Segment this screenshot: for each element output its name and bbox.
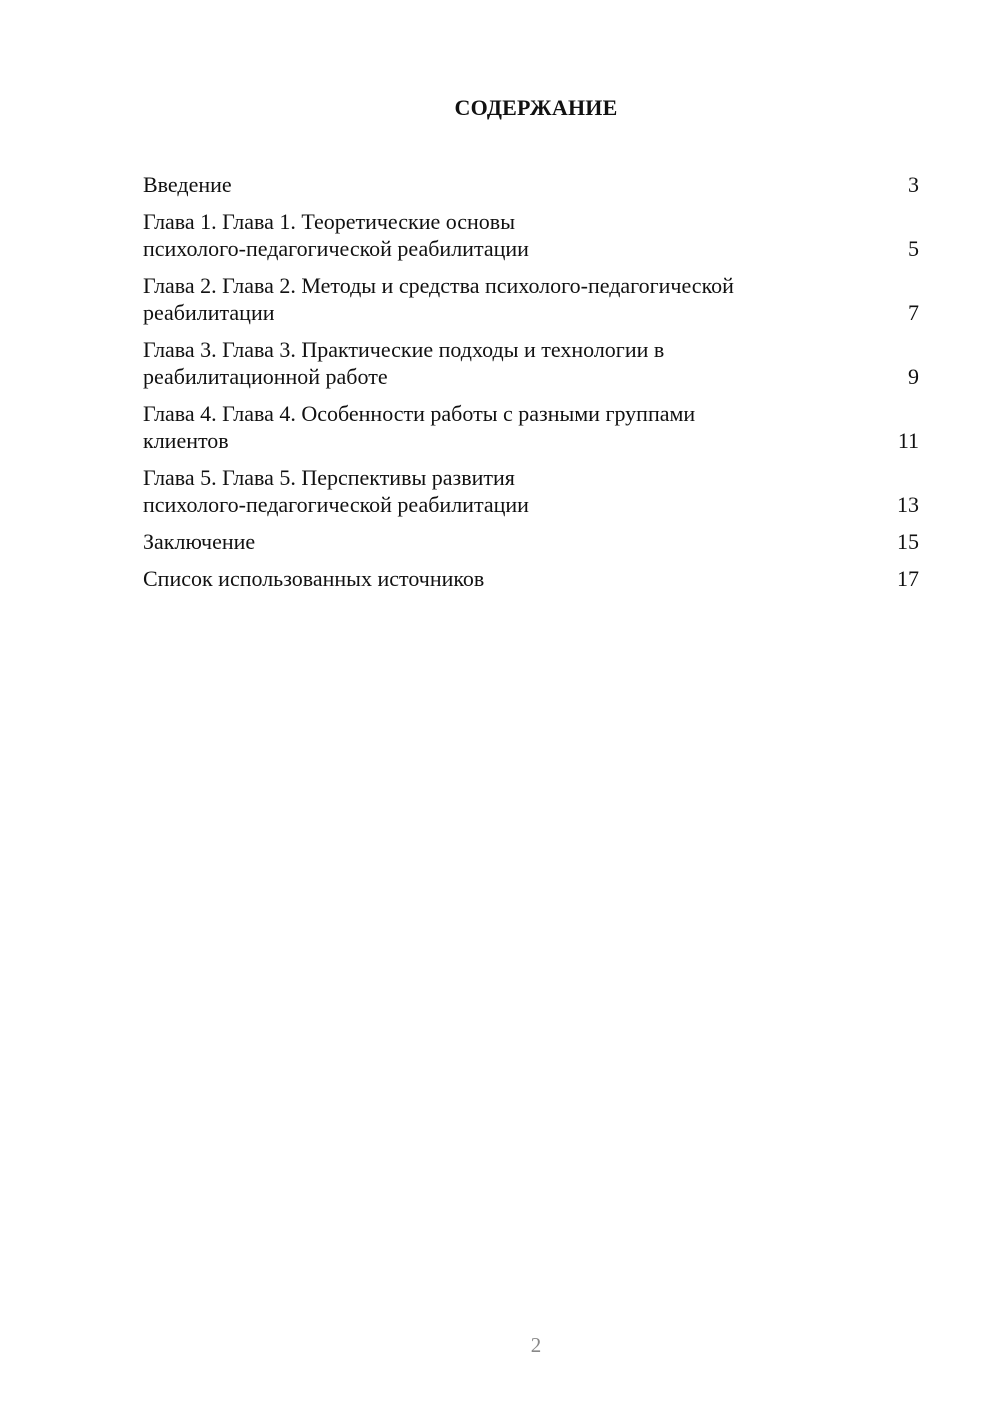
toc-page-number: 17	[897, 566, 919, 591]
toc-page-number: 9	[908, 364, 919, 389]
toc-entry-title	[143, 400, 833, 454]
toc-entry-line: клиентов	[143, 428, 229, 453]
toc-page-number: 13	[897, 492, 919, 517]
toc-entry-title	[143, 336, 833, 390]
toc-entry-title	[143, 171, 833, 198]
toc-entry-title	[143, 528, 833, 555]
toc-entry-line: психолого-педагогической реабилитации	[143, 236, 529, 261]
toc-entry-references[interactable]	[143, 565, 919, 592]
toc-entry-title	[143, 464, 833, 518]
toc-entry-title	[143, 208, 833, 262]
toc-entry-line: реабилитации	[143, 300, 275, 325]
toc-entry-line: Глава 5. Глава 5. Перспективы развития	[143, 465, 515, 490]
toc-entry-chapter-5[interactable]	[143, 464, 919, 518]
toc-entry-introduction[interactable]	[143, 171, 919, 198]
toc-entry-line: реабилитационной работе	[143, 364, 388, 389]
toc-entry-line: Список использованных источников	[143, 566, 485, 591]
toc-entry-line: Введение	[143, 172, 232, 197]
toc-page-number: 15	[897, 529, 919, 554]
toc-entry-line: Глава 1. Глава 1. Теоретические основы	[143, 209, 515, 234]
toc-entry-title	[143, 272, 833, 326]
page-title: СОДЕРЖАНИЕ	[454, 95, 618, 120]
toc-entry-line: Глава 4. Глава 4. Особенности работы с разными группами	[143, 401, 696, 426]
page-number: 2	[530, 1333, 542, 1357]
toc-entry-line: Глава 2. Глава 2. Методы и средства психолого-педагогической	[143, 273, 734, 298]
toc-entry-line: Заключение	[143, 529, 256, 554]
toc-page-number: 5	[908, 236, 919, 261]
toc-entry-line: Глава 3. Глава 3. Практические подходы и технологии в	[143, 337, 665, 362]
toc-entry-title	[143, 565, 833, 592]
toc-page-number: 11	[897, 428, 919, 453]
toc-entry-chapter-4[interactable]	[143, 400, 919, 454]
toc-entry-chapter-3[interactable]	[143, 336, 919, 390]
toc-page-number: 3	[908, 172, 919, 197]
table-of-contents	[143, 171, 919, 602]
toc-entry-chapter-2[interactable]	[143, 272, 919, 326]
toc-entry-line: психолого-педагогической реабилитации	[143, 492, 529, 517]
toc-entry-chapter-1[interactable]	[143, 208, 919, 262]
toc-entry-conclusion[interactable]	[143, 528, 919, 555]
toc-page-number: 7	[908, 300, 919, 325]
